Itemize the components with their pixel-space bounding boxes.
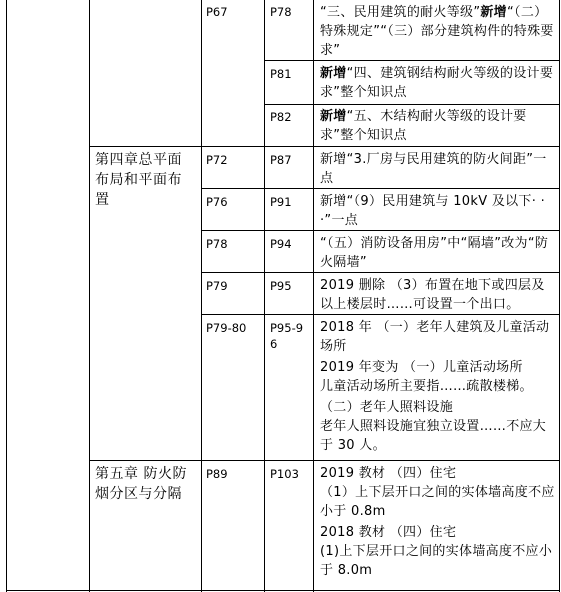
old-page: P72 bbox=[206, 153, 228, 167]
row-line bbox=[264, 60, 559, 61]
row-line bbox=[89, 146, 559, 147]
content-line: 2018 年 （一）老年人建筑及儿童活动场所 bbox=[320, 320, 550, 354]
change-content: 新增“（9）民用建筑与 10kV 及以下· · ·”一点 bbox=[320, 194, 546, 228]
row-line bbox=[89, 460, 559, 461]
new-page: P82 bbox=[270, 110, 292, 124]
new-page: P94 bbox=[270, 237, 292, 251]
content-line: (1)上下层开口之间的实体墙高度不应小于 8.0m bbox=[320, 544, 553, 578]
old-page: P79-80 bbox=[206, 321, 247, 335]
change-content bbox=[320, 464, 556, 580]
new-page: P103 bbox=[270, 467, 299, 481]
content-line: 老年人照料设施宜独立设置……不应大于 30 人。 bbox=[320, 419, 547, 453]
chapter-5-title: 第五章 防火防烟分区与分隔 bbox=[95, 466, 187, 502]
change-content: 新增“3.厂房与民用建筑的防火间距”一点 bbox=[320, 152, 547, 186]
col-line-3 bbox=[201, 0, 202, 592]
row-line bbox=[201, 230, 559, 231]
content-line: （1）上下层开口之间的实体墙高度不应小于 0.8m bbox=[320, 485, 555, 519]
new-tag: 新增 bbox=[320, 66, 347, 81]
new-page: P81 bbox=[270, 67, 292, 81]
new-page: P95 bbox=[270, 279, 292, 293]
new-page: P95-96 bbox=[270, 321, 304, 351]
col-line-6 bbox=[559, 0, 560, 592]
content-part: “五、木结构耐火等级的设计要求”整个知识点 bbox=[320, 109, 527, 143]
row-line bbox=[264, 104, 559, 105]
content-line: 儿童活动场所主要指……疏散楼梯。 bbox=[320, 379, 533, 394]
content-part: “四、建筑钢结构耐火等级的设计要求”整个知识点 bbox=[320, 66, 554, 100]
col-line-1 bbox=[6, 0, 7, 592]
content-part: “（二）特殊规定”“（三）部分建筑构件的特殊要求” bbox=[320, 5, 554, 58]
change-content: 2019 删除 （3）布置在地下或四层及以上楼层时……可设置一个出口。 bbox=[320, 278, 545, 312]
new-page: P91 bbox=[270, 195, 292, 209]
row-line bbox=[201, 272, 559, 273]
new-tag: 新增 bbox=[320, 109, 347, 124]
row-line bbox=[201, 188, 559, 189]
col-line-4 bbox=[264, 0, 265, 592]
new-page: P78 bbox=[270, 5, 292, 19]
old-page: P76 bbox=[206, 195, 228, 209]
content-line: （二）老年人照料设施 bbox=[320, 400, 454, 415]
old-page: P79 bbox=[206, 279, 228, 293]
change-content bbox=[320, 64, 556, 102]
content-line: 2019 年变为 （一）儿童活动场所 bbox=[320, 360, 523, 375]
new-tag: 新增 bbox=[480, 5, 507, 20]
new-page: P87 bbox=[270, 153, 292, 167]
row-line bbox=[201, 314, 559, 315]
content-part: “三、民用建筑的耐火等级” bbox=[320, 5, 481, 20]
change-content bbox=[320, 318, 556, 455]
content-line: 2018 教材 （四）住宅 bbox=[320, 525, 457, 540]
change-content bbox=[320, 107, 556, 145]
old-page: P78 bbox=[206, 237, 228, 251]
row-line bbox=[6, 590, 559, 591]
old-page: P89 bbox=[206, 467, 228, 481]
old-page: P67 bbox=[206, 5, 228, 19]
change-content bbox=[320, 3, 556, 60]
change-content: “（五）消防设备用房”中“隔墙”改为“防火隔墙” bbox=[320, 236, 549, 270]
chapter-4-title: 第四章总平面布局和平面布置 bbox=[95, 152, 182, 208]
col-line-5 bbox=[313, 0, 314, 592]
content-line: 2019 教材 （四）住宅 bbox=[320, 466, 457, 481]
col-line-2 bbox=[89, 0, 90, 592]
